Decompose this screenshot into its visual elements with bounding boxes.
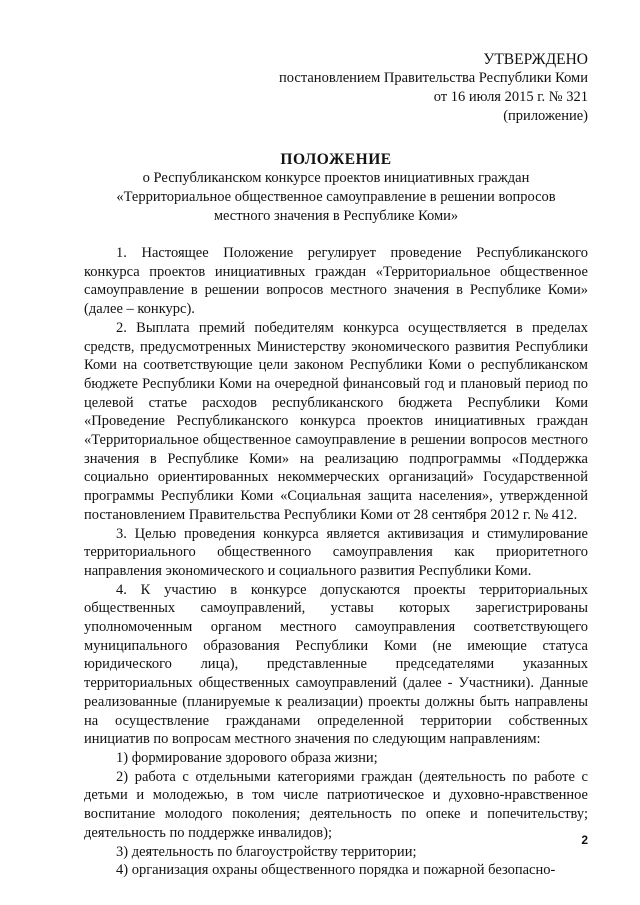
document-body [84, 244, 588, 880]
list-item-1: 1) формирование здорового образа жизни; [116, 749, 378, 766]
approval-line-date: от 16 июля 2015 г. № 321 [433, 89, 588, 105]
list-item-4: 4) организация охраны общественного порядка и пожарной безопасно- [116, 862, 556, 879]
paragraph-4: 4. К участию в конкурсе допускаются проекты территориальных общественных самоуправлений, уставы которых зарегистрированы уполномоченным органом местного самоуправления соответствующего муниципального образования Республики Коми (не имеющие статуса юридического лица), представленные председателями указанных территориальных общественных самоуправлений (далее - Участники). Данные реализованные (планируемые к реализации) проекты должны быть направлены на осуществление гражданами определенной территории собственных инициатив по вопросам местного значения по следующим направлениям: [84, 581, 588, 748]
approval-stamp [84, 50, 588, 126]
paragraph-3: 3. Целью проведения конкурса является активизация и стимулирование территориального общественного самоуправления как приоритетного направления экономического и социального развития Республики Коми. [84, 525, 588, 579]
title-line-2: «Территориальное общественное самоуправление в решении вопросов [116, 189, 556, 205]
paragraph-1: 1. Настоящее Положение регулирует проведение Республиканского конкурса проектов инициативных граждан «Территориальное общественное самоуправление в решении вопросов местного значения в Республике Коми» (далее – конкурс). [84, 245, 588, 318]
paragraph-2: 2. Выплата премий победителям конкурса осуществляется в пределах средств, предусмотренных Министерству экономического развития Республики Коми на соответствующие цели законом Республики Коми о республиканском бюджете Республики Коми на очередной финансовый год и плановый период по целевой статье расходов республиканского бюджета Республики Коми «Проведение Республиканского конкурса проектов инициативных граждан «Территориальное общественное самоуправление в решении вопросов местного значения в Республике Коми» на реализацию подпрограммы «Поддержка социально ориентированных некоммерческих организаций» Государственной программы Республики Коми «Социальная защита населения», утвержденной постановлением Правительства Республики Коми от 28 сентября 2012 г. № 412. [84, 319, 588, 523]
title-main: ПОЛОЖЕНИЕ [280, 151, 392, 168]
list-item-3: 3) деятельность по благоустройству территории; [116, 843, 417, 860]
approval-line-appendix: (приложение) [503, 108, 588, 124]
approval-heading: УТВЕРЖДЕНО [483, 51, 588, 68]
title-line-1: о Республиканском конкурсе проектов инициативных граждан [142, 170, 530, 186]
document-title [84, 150, 588, 226]
list-item-2: 2) работа с отдельными категориями граждан (деятельность по работе с детьми и молодежью, в том числе патриотическое и духовно-нравственное воспитание молодого поколения; деятельность по опеке и попечительству; деятельность по поддержке инвалидов); [84, 768, 588, 841]
page-number: 2 [581, 833, 588, 847]
approval-line-resolution: постановлением Правительства Республики Коми [279, 70, 588, 86]
title-line-3: местного значения в Республике Коми» [213, 208, 459, 224]
